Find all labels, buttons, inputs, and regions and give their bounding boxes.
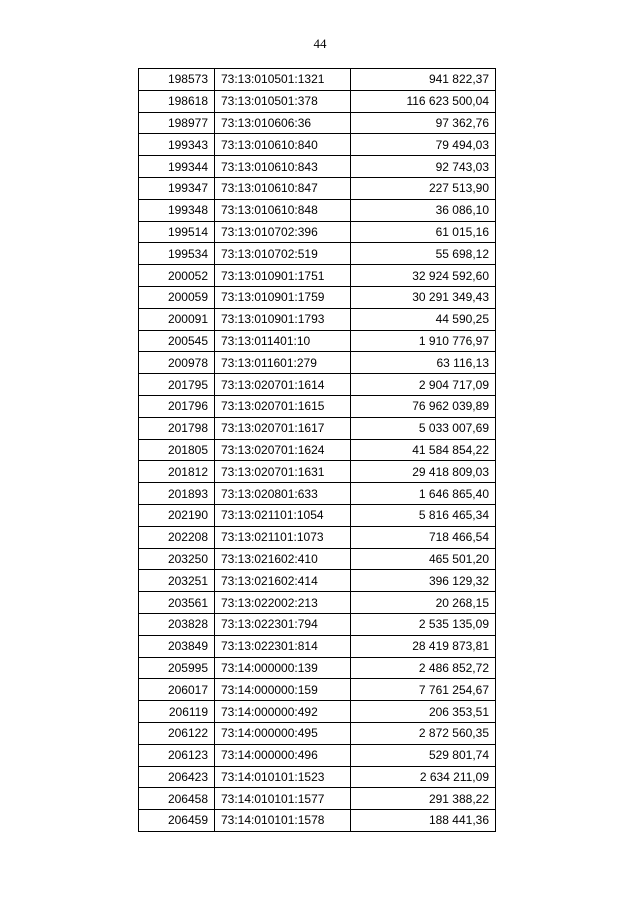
cadastral-value-cell: 2 872 560,35: [351, 722, 496, 744]
cadastral-number-cell: 73:13:010610:848: [215, 199, 351, 221]
table-row: [139, 701, 496, 723]
cadastral-value-cell: 465 501,20: [351, 548, 496, 570]
cadastral-number-cell: 73:13:022002:213: [215, 592, 351, 614]
record-id-cell: 206459: [139, 810, 215, 832]
record-id-cell: 203250: [139, 548, 215, 570]
cadastral-value-cell: 79 494,03: [351, 134, 496, 156]
cadastral-value-cell: 44 590,25: [351, 308, 496, 330]
cadastral-number-cell: 73:14:000000:495: [215, 722, 351, 744]
cadastral-number-cell: 73:13:010702:519: [215, 243, 351, 265]
table-row: [139, 395, 496, 417]
table-row: [139, 199, 496, 221]
table-row: [139, 134, 496, 156]
cadastral-value-cell: 1 910 776,97: [351, 330, 496, 352]
cadastral-value-cell: 61 015,16: [351, 221, 496, 243]
cadastral-number-cell: 73:13:010901:1759: [215, 286, 351, 308]
table-row: [139, 156, 496, 178]
record-id-cell: 203561: [139, 592, 215, 614]
record-id-cell: 198977: [139, 112, 215, 134]
cadastral-value-cell: 529 801,74: [351, 744, 496, 766]
cadastral-number-cell: 73:13:021101:1054: [215, 504, 351, 526]
table-row: [139, 526, 496, 548]
record-id-cell: 206017: [139, 679, 215, 701]
cadastral-number-cell: 73:13:021602:410: [215, 548, 351, 570]
cadastral-number-cell: 73:13:010702:396: [215, 221, 351, 243]
table-row: [139, 744, 496, 766]
table-row: [139, 635, 496, 657]
record-id-cell: 203251: [139, 570, 215, 592]
table-row: [139, 548, 496, 570]
record-id-cell: 201795: [139, 374, 215, 396]
table-row: [139, 439, 496, 461]
cadastral-value-cell: 291 388,22: [351, 788, 496, 810]
cadastral-value-cell: 30 291 349,43: [351, 286, 496, 308]
table-row: [139, 265, 496, 287]
cadastral-value-cell: 2 904 717,09: [351, 374, 496, 396]
table-row: [139, 330, 496, 352]
cadastral-number-cell: 73:13:021602:414: [215, 570, 351, 592]
table-row: [139, 243, 496, 265]
cadastral-number-cell: 73:14:010101:1523: [215, 766, 351, 788]
cadastral-number-cell: 73:13:010606:36: [215, 112, 351, 134]
record-id-cell: 201812: [139, 461, 215, 483]
table-row: [139, 221, 496, 243]
cadastral-number-cell: 73:13:011601:279: [215, 352, 351, 374]
record-id-cell: 201796: [139, 395, 215, 417]
cadastral-value-cell: 396 129,32: [351, 570, 496, 592]
record-id-cell: 199514: [139, 221, 215, 243]
cadastral-value-cell: 92 743,03: [351, 156, 496, 178]
cadastral-value-cell: 28 419 873,81: [351, 635, 496, 657]
record-id-cell: 199344: [139, 156, 215, 178]
cadastral-number-cell: 73:13:020801:633: [215, 483, 351, 505]
record-id-cell: 206122: [139, 722, 215, 744]
record-id-cell: 206123: [139, 744, 215, 766]
cadastral-number-cell: 73:14:010101:1578: [215, 810, 351, 832]
table-row: [139, 722, 496, 744]
cadastral-value-cell: 2 535 135,09: [351, 613, 496, 635]
cadastral-value-cell: 2 634 211,09: [351, 766, 496, 788]
table-row: [139, 788, 496, 810]
cadastral-number-cell: 73:14:000000:492: [215, 701, 351, 723]
cadastral-value-cell: 29 418 809,03: [351, 461, 496, 483]
cadastral-value-cell: 941 822,37: [351, 69, 496, 91]
table-row: [139, 90, 496, 112]
cadastral-value-cell: 718 466,54: [351, 526, 496, 548]
record-id-cell: 200052: [139, 265, 215, 287]
record-id-cell: 198573: [139, 69, 215, 91]
record-id-cell: 205995: [139, 657, 215, 679]
cadastral-number-cell: 73:13:020701:1615: [215, 395, 351, 417]
cadastral-value-cell: 41 584 854,22: [351, 439, 496, 461]
record-id-cell: 206458: [139, 788, 215, 810]
table-row: [139, 766, 496, 788]
record-id-cell: 199534: [139, 243, 215, 265]
table-row: [139, 374, 496, 396]
cadastral-number-cell: 73:13:022301:794: [215, 613, 351, 635]
cadastral-value-cell: 20 268,15: [351, 592, 496, 614]
cadastral-value-cell: 227 513,90: [351, 177, 496, 199]
record-id-cell: 202208: [139, 526, 215, 548]
record-id-cell: 200059: [139, 286, 215, 308]
cadastral-number-cell: 73:13:020701:1624: [215, 439, 351, 461]
table-row: [139, 352, 496, 374]
cadastral-number-cell: 73:13:011401:10: [215, 330, 351, 352]
record-id-cell: 200545: [139, 330, 215, 352]
cadastral-value-cell: 206 353,51: [351, 701, 496, 723]
table-body: [139, 69, 496, 832]
table-row: [139, 570, 496, 592]
table-row: [139, 504, 496, 526]
table-row: [139, 483, 496, 505]
cadastral-number-cell: 73:13:010901:1793: [215, 308, 351, 330]
table-row: [139, 613, 496, 635]
cadastral-number-cell: 73:13:010501:378: [215, 90, 351, 112]
table-row: [139, 657, 496, 679]
record-id-cell: 198618: [139, 90, 215, 112]
cadastral-number-cell: 73:13:010501:1321: [215, 69, 351, 91]
cadastral-number-cell: 73:14:000000:159: [215, 679, 351, 701]
record-id-cell: 201805: [139, 439, 215, 461]
page-number: 44: [313, 36, 327, 51]
record-id-cell: 201798: [139, 417, 215, 439]
cadastral-number-cell: 73:13:020701:1631: [215, 461, 351, 483]
cadastral-number-cell: 73:13:022301:814: [215, 635, 351, 657]
cadastral-number-cell: 73:13:010610:847: [215, 177, 351, 199]
table-row: [139, 286, 496, 308]
cadastral-value-cell: 5 033 007,69: [351, 417, 496, 439]
record-id-cell: 203828: [139, 613, 215, 635]
cadastral-value-cell: 63 116,13: [351, 352, 496, 374]
table-row: [139, 417, 496, 439]
cadastral-value-cell: 116 623 500,04: [351, 90, 496, 112]
record-id-cell: 203849: [139, 635, 215, 657]
cadastral-number-cell: 73:13:020701:1614: [215, 374, 351, 396]
record-id-cell: 200091: [139, 308, 215, 330]
table-row: [139, 461, 496, 483]
record-id-cell: 200978: [139, 352, 215, 374]
cadastral-value-cell: 76 962 039,89: [351, 395, 496, 417]
cadastral-number-cell: 73:14:000000:496: [215, 744, 351, 766]
cadastral-number-cell: 73:13:010610:843: [215, 156, 351, 178]
record-id-cell: 199347: [139, 177, 215, 199]
table-row: [139, 810, 496, 832]
record-id-cell: 206119: [139, 701, 215, 723]
cadastral-number-cell: 73:14:000000:139: [215, 657, 351, 679]
cadastral-value-cell: 32 924 592,60: [351, 265, 496, 287]
cadastral-number-cell: 73:14:010101:1577: [215, 788, 351, 810]
cadastral-number-cell: 73:13:010901:1751: [215, 265, 351, 287]
cadastral-number-cell: 73:13:021101:1073: [215, 526, 351, 548]
cadastral-value-cell: 5 816 465,34: [351, 504, 496, 526]
table-row: [139, 679, 496, 701]
cadastral-value-cell: 2 486 852,72: [351, 657, 496, 679]
cadastral-value-table: [138, 68, 496, 832]
table-row: [139, 112, 496, 134]
record-id-cell: 206423: [139, 766, 215, 788]
record-id-cell: 199343: [139, 134, 215, 156]
cadastral-number-cell: 73:13:010610:840: [215, 134, 351, 156]
cadastral-value-cell: 36 086,10: [351, 199, 496, 221]
table-row: [139, 308, 496, 330]
cadastral-value-cell: 188 441,36: [351, 810, 496, 832]
record-id-cell: 199348: [139, 199, 215, 221]
cadastral-value-cell: 97 362,76: [351, 112, 496, 134]
cadastral-number-cell: 73:13:020701:1617: [215, 417, 351, 439]
record-id-cell: 202190: [139, 504, 215, 526]
cadastral-value-cell: 7 761 254,67: [351, 679, 496, 701]
table-row: [139, 177, 496, 199]
record-id-cell: 201893: [139, 483, 215, 505]
table-row: [139, 592, 496, 614]
cadastral-value-cell: 55 698,12: [351, 243, 496, 265]
cadastral-value-cell: 1 646 865,40: [351, 483, 496, 505]
table-row: [139, 69, 496, 91]
